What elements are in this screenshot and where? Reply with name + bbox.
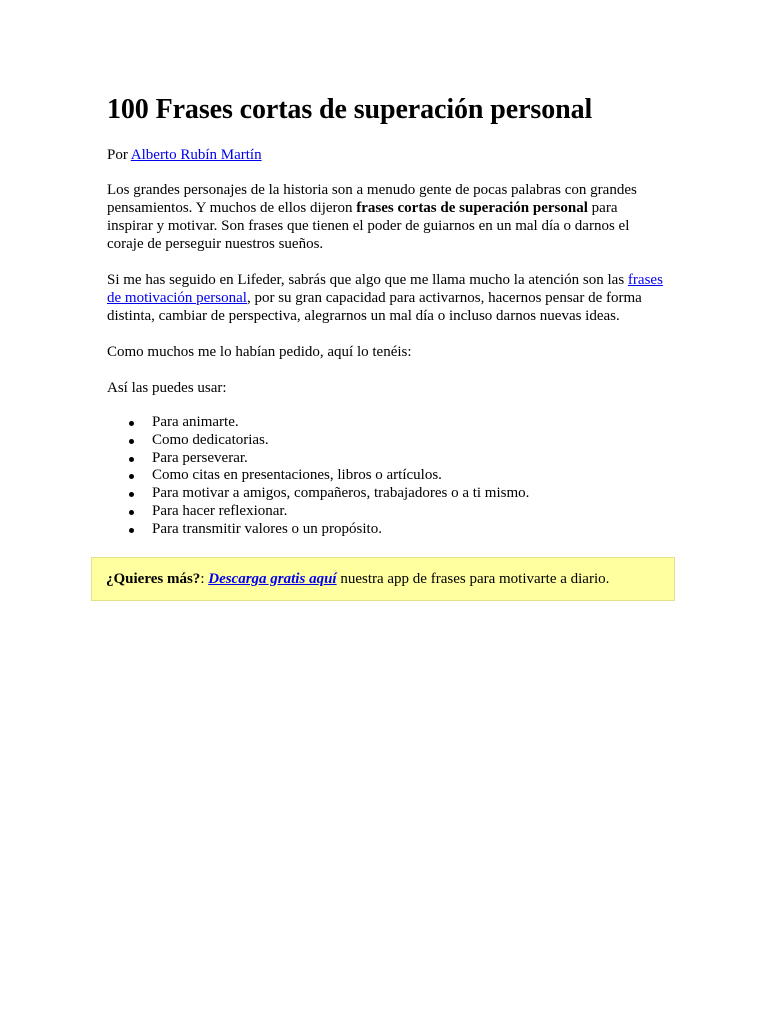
bullet-icon: [129, 510, 134, 515]
list-item-text: Para perseverar.: [152, 449, 248, 466]
motivation-phrases-link[interactable]: frases de motivación personal: [107, 272, 663, 306]
app-promo-text: [106, 570, 609, 588]
list-item-text: Para hacer reflexionar.: [152, 502, 288, 519]
intro-paragraph: [107, 181, 652, 253]
lifeder-text-end: , por su gran capacidad para activarnos, hacernos pensar de forma distinta, cambiar de perspectiva, alegrarnos un mal día o incluso darnos nuevas ideas.: [107, 290, 642, 324]
author-link[interactable]: Alberto Rubín Martín: [130, 147, 262, 163]
list-item: [107, 414, 529, 432]
usage-intro: Así las puedes usar:: [107, 380, 227, 396]
request-paragraph: Como muchos me lo habían pedido, aquí lo tenéis:: [107, 344, 412, 360]
list-item-text: Para transmitir valores o un propósito.: [152, 520, 382, 537]
intro-text-start: Los grandes personajes de la historia son a menudo gente de pocas palabras con grandes pensamientos. Y muchos de ellos dijeron: [107, 182, 637, 216]
app-promo-rest: nuestra app de frases para motivarte a diario.: [336, 571, 610, 587]
list-item-text: Para motivar a amigos, compañeros, trabajadores o a ti mismo.: [152, 485, 530, 502]
list-item: [107, 467, 529, 485]
bullet-icon: [129, 528, 134, 533]
app-promo-colon: :: [200, 571, 205, 587]
list-item-text: Como dedicatorias.: [152, 431, 269, 448]
usage-list: [107, 414, 529, 539]
list-item: [107, 432, 529, 450]
byline: [107, 146, 262, 164]
bullet-icon: [129, 474, 134, 479]
list-item-text: Para animarte.: [152, 414, 239, 430]
app-promo-lead: ¿Quieres más?: [106, 571, 201, 587]
lifeder-text-start: Si me has seguido en Lifeder, sabrás que algo que me llama mucho la atención son las: [107, 272, 625, 288]
bullet-icon: [129, 492, 134, 497]
list-item: [107, 485, 529, 503]
list-item: [107, 503, 529, 521]
bullet-icon: [129, 457, 134, 462]
intro-bold-phrase: frases cortas de superación personal: [356, 200, 588, 216]
byline-prefix: Por: [107, 147, 128, 163]
intro-text-end: para inspirar y motivar. Son frases que tienen el poder de guiarnos en un mal día o darnos el coraje de perseguir nuestros sueños.: [107, 200, 630, 252]
download-app-link[interactable]: Descarga gratis aquí: [208, 571, 337, 587]
app-promo-box: [91, 557, 675, 601]
list-item-text: Como citas en presentaciones, libros o artículos.: [152, 467, 442, 484]
list-item: [107, 521, 529, 539]
list-item: [107, 450, 529, 468]
lifeder-paragraph: [107, 271, 667, 325]
bullet-icon: [129, 421, 134, 426]
bullet-icon: [129, 439, 134, 444]
page-title: 100 Frases cortas de superación personal: [107, 94, 593, 125]
